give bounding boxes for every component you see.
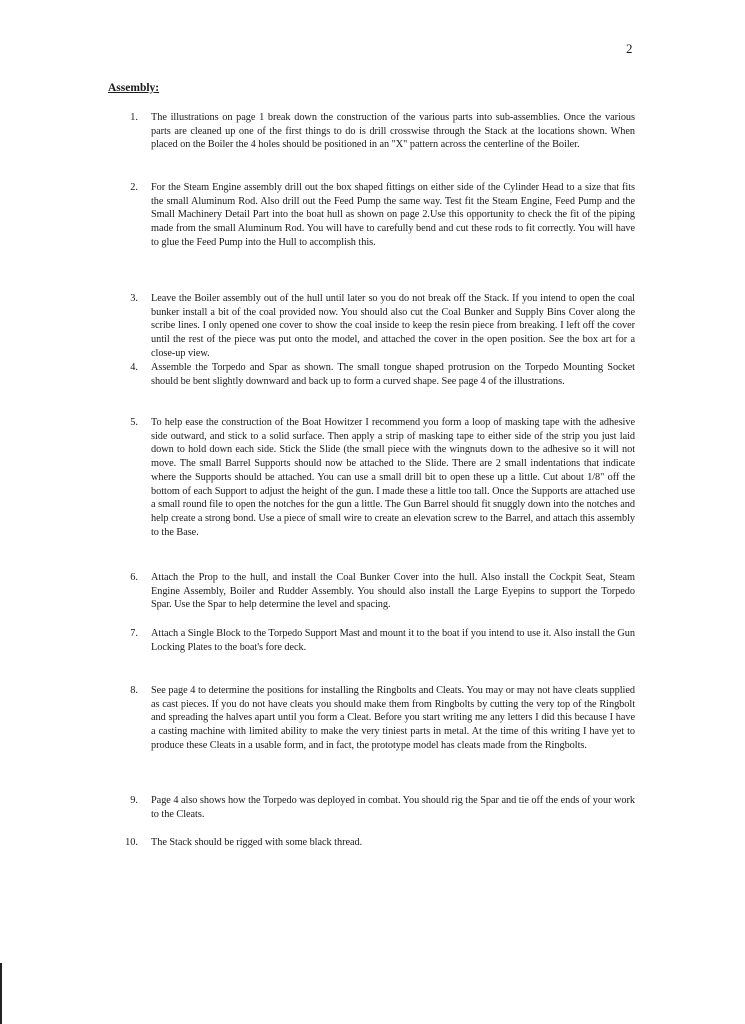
- step-number: 2.: [130, 182, 138, 193]
- step-text: For the Steam Engine assembly drill out the box shaped fittings on either side of the Cylinder Head to a size that fits the small Aluminum Rod. Also drill out the Feed Pump the same way. Test fit the Steam Engine, Feed Pump and the Small Machinery Detail Part into the boat hull as shown on page 2.Use this opportunity to check the fit of the piping made from the small Aluminum Rod. You will have to carefully bend and cut these rods to fit correctly. You will have to glue the Feed Pump into the Hull to accomplish this.: [151, 182, 635, 248]
- step-text: The Stack should be rigged with some black thread.: [151, 837, 363, 848]
- step-text: See page 4 to determine the positions for installing the Ringbolts and Cleats. You may or may not have cleats supplied as cast pieces. If you do not have cleats you should make them from Ringbolts by cutting the very top of the Ringbolt and spreading the halves apart until you form a Cleat. Before you start writing me any letters I did this because I have a casting machine with limited ability to make the very tiniest parts in metal. At the time of this writing I have yet to produce these Cleats in a usable form, and in fact, the prototype model has cleats made from the Ringbolts.: [151, 685, 635, 751]
- step-number: 6.: [130, 572, 138, 583]
- step-text: Attach the Prop to the hull, and install the Coal Bunker Cover into the hull. Also install the Cockpit Seat, Steam Engine Assembly, Boiler and Rudder Assembly. You should also install the Large Eyepins to support the Torpedo Spar. Use the Spar to help determine the level and spacing.: [151, 572, 635, 611]
- step-text: The illustrations on page 1 break down the construction of the various parts into sub-assemblies. Once the various parts are cleaned up one of the first things to do is drill crosswise through the Stack at the locations shown. When placed on the Boiler the 4 holes should be positioned in an "X" pattern across the centerline of the Boiler.: [151, 112, 635, 151]
- step-text: Assemble the Torpedo and Spar as shown. The small tongue shaped protrusion on the Torpedo Mounting Socket should be bent slightly downward and back up to form a curved shape. See page 4 of the illustrations.: [151, 362, 635, 387]
- step-number: 1.: [130, 112, 138, 123]
- step-text: Page 4 also shows how the Torpedo was deployed in combat. You should rig the Spar and tie off the ends of your work to the Cleats.: [151, 795, 635, 820]
- section-heading: Assembly:: [108, 82, 160, 94]
- page-number: 2: [626, 41, 633, 56]
- step-number: 7.: [130, 628, 138, 639]
- step-text: To help ease the construction of the Boat Howitzer I recommend you form a loop of masking tape with the adhesive side outward, and stick to a solid surface. Then apply a strip of masking tape to either side of the strip you just laid down to hold down each side. Stick the Slide (the small piece with the wingnuts down to the adhesive so it will not move. The small Barrel Supports should now be attached to the Slide. There are 2 small indentations that indicate where the Supports should be attached. You can use a small drill bit to open these up a little. Cut about 1/8" off the bottom of each Support to adjust the height of the gun. I made these a little too tall. Once the Supports are attached use a small round file to open the notches for the gun a little. The Gun Barrel should fit snuggly down into the notches and help create a strong bond. Use a piece of small wire to create an elevation screw to the Barrel, and attach this assembly to the Base.: [151, 417, 635, 538]
- step-number: 9.: [130, 795, 138, 806]
- step-number: 5.: [130, 417, 138, 428]
- step-text: Attach a Single Block to the Torpedo Support Mast and mount it to the boat if you intend to use it. Also install the Gun Locking Plates to the boat's fore deck.: [151, 628, 635, 653]
- step-number: 3.: [130, 293, 138, 304]
- step-number: 10.: [125, 837, 138, 848]
- step-number: 8.: [130, 685, 138, 696]
- scan-margin-mark: [0, 963, 2, 1024]
- step-number: 4.: [130, 362, 138, 373]
- step-text: Leave the Boiler assembly out of the hull until later so you do not break off the Stack. If you intend to open the coal bunker install a bit of the coal provided now. You should also cut the Coal Bunker and Supply Bins Cover along the scribe lines. I only opened one cover to show the coal inside to keep the resin piece from breaking. I left off the cover until the rest of the piece was put onto the model, and attached the cover in the open position. See the box art for a close-up view.: [151, 293, 635, 359]
